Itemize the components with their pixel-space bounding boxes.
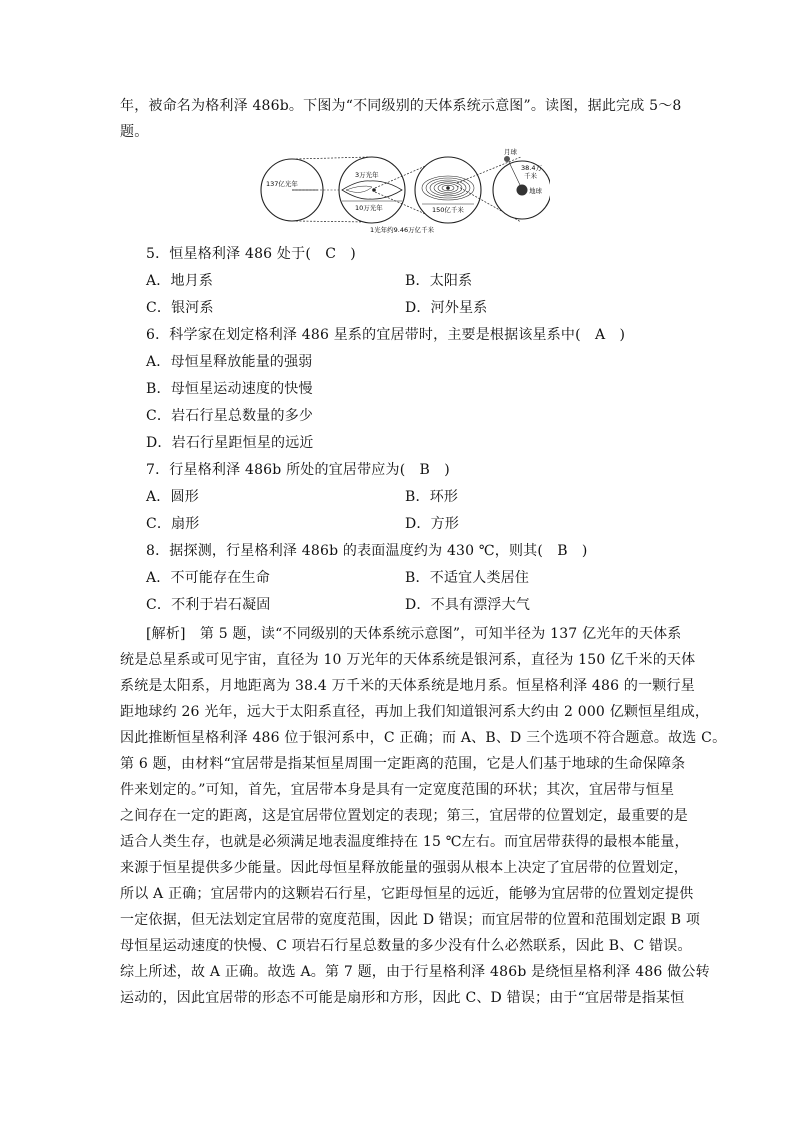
- question-6-option-c: C．岩石行星总数量的多少: [146, 408, 314, 424]
- solar-system-diameter-label: 150亿千米: [432, 206, 464, 214]
- question-7-option-a: A．圆形: [146, 489, 199, 505]
- question-8-option-c: C．不利于岩石凝固: [146, 597, 271, 613]
- question-7-option-b: B．环形: [405, 489, 459, 505]
- question-6-option-d: D．岩石行星距恒星的远近: [146, 435, 314, 451]
- analysis-line-9: 适合人类生存，也就是必须满足地表温度维持在 15 ℃左右。而宜居带获得的最根本能量，: [120, 834, 689, 850]
- analysis-line-10: 来源于恒星提供多少能量。因此母恒星释放能量的强弱从根本上决定了宜居带的位置划定，: [120, 860, 688, 876]
- earth-moon-distance-2: 千米: [524, 172, 537, 180]
- analysis-line-2: 统是总星系或可见宇宙，直径为 10 万光年的天体系统是银河系，直径为 150 亿千米的天体: [120, 652, 696, 668]
- question-5-option-c: C．银河系: [146, 300, 214, 316]
- analysis-line-12: 一定依据，但无法划定宜居带的宽度范围，因此 D 错误；而宜居带的位置和范围划定跟 B 项: [120, 912, 701, 928]
- galaxy-circle: [339, 157, 405, 223]
- question-7-stem: 7．行星格利泽 486b 所处的宜居带应为( B ): [146, 462, 450, 478]
- analysis-line-5: 因此推断恒星格利泽 486 位于银河系中，C 正确；而 A、B、D 三个选项不符合题意。故选 C。: [120, 730, 727, 746]
- earth-label: 地球: [529, 187, 542, 195]
- analysis-line-15: 运动的，因此宜居带的形态不可能是扇形和方形，因此 C、D 错误；由于“宜居带是指某恒: [120, 990, 685, 1006]
- question-6-option-a: A．母恒星释放能量的强弱: [146, 354, 313, 370]
- analysis-line-1: [解析] 第 5 题，读“不同级别的天体系统示意图”，可知半径为 137 亿光年的天体系: [146, 626, 682, 642]
- analysis-line-7: 件来划定的。”可知，首先，宜居带本身是具有一定宽度范围的环状；其次，宜居带与恒星: [120, 782, 675, 798]
- analysis-line-13: 母恒星运动速度的快慢、C 项岩石行星总数量的多少没有什么必然联系，因此 B、C 错误。: [120, 938, 692, 954]
- analysis-line-3: 系统是太阳系，月地距离为 38.4 万千米的天体系统是地月系。恒星格利泽 486 的一颗行星: [120, 678, 695, 694]
- question-8-option-a: A．不可能存在生命: [146, 570, 270, 586]
- analysis-line-11: 所以 A 正确；宜居带内的这颗岩石行星，它距母恒星的远近，能够为宜居带的位置划定提供: [120, 886, 694, 902]
- question-8-option-d: D．不具有漂浮大气: [405, 597, 531, 613]
- question-5-stem: 5．恒星格利泽 486 处于( C ): [146, 246, 356, 262]
- galaxy-diameter-label: 10万光年: [355, 204, 383, 212]
- analysis-line-6: 第 6 题，由材料“宜居带是指某恒星周围一定距离的范围，它是人们基于地球的生命保障条: [120, 756, 686, 772]
- question-7-option-c: C．扇形: [146, 516, 200, 532]
- celestial-systems-diagram: [258, 146, 550, 238]
- intro-line-1: 年，被命名为格利泽 486b。下图为“不同级别的天体系统示意图”。读图，据此完成 5～8: [120, 98, 682, 114]
- question-5-option-a: A．地月系: [146, 273, 214, 289]
- galaxy-thickness-label: 3万光年: [355, 171, 379, 179]
- universe-label: 137亿光年: [266, 180, 298, 188]
- moon-label: 月球: [504, 148, 517, 156]
- question-6-stem: 6．科学家在划定格利泽 486 星系的宜居带时，主要是根据该星系中( A ): [146, 327, 626, 343]
- earth-icon: [517, 185, 528, 196]
- moon-icon: [504, 156, 510, 162]
- question-8-stem: 8．据探测，行星格利泽 486b 的表面温度约为 430 ℃，则其( B ): [146, 543, 588, 559]
- question-8-option-b: B．不适宜人类居住: [405, 570, 530, 586]
- question-5-option-b: B．太阳系: [405, 273, 473, 289]
- question-5-option-d: D．河外星系: [405, 300, 488, 316]
- diagram-caption: 1光年约9.46万亿千米: [370, 226, 435, 234]
- analysis-line-14: 综上所述，故 A 正确。故选 A。第 7 题，由于行星格利泽 486b 是绕恒星格利泽 486 做公转: [120, 964, 710, 980]
- earth-moon-distance-1: 38.4万: [521, 164, 542, 172]
- question-6-option-b: B．母恒星运动速度的快慢: [146, 381, 313, 397]
- question-7-option-d: D．方形: [405, 516, 460, 532]
- analysis-line-4: 距地球约 26 光年，远大于太阳系直径，再加上我们知道银河系大约由 2 000 亿颗恒星组成，: [120, 704, 710, 720]
- analysis-line-8: 之间存在一定的距离，这是宜居带位置划定的表现；第三，宜居带的位置划定，最重要的是: [120, 808, 688, 824]
- intro-line-2: 题。: [120, 124, 149, 140]
